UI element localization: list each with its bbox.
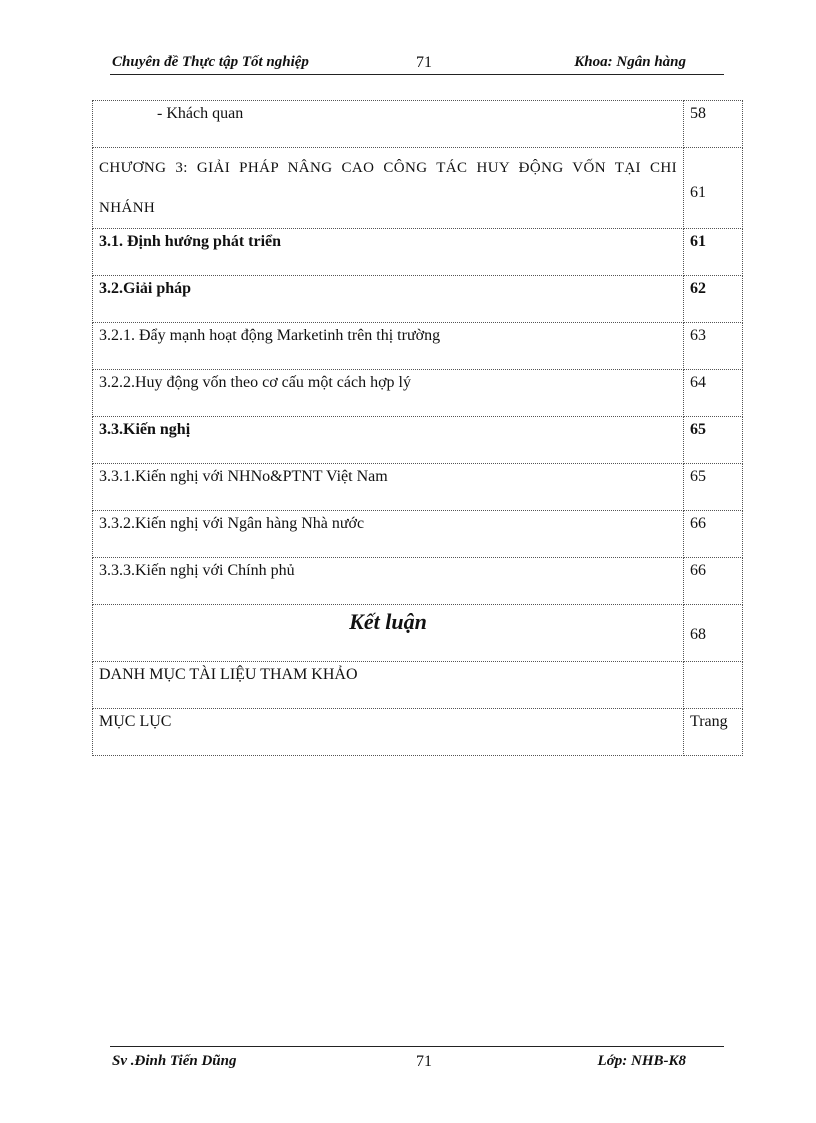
toc-entry-label: - Khách quan	[93, 101, 684, 148]
toc-row	[93, 662, 743, 709]
toc-entry-label: 3.3.1.Kiến nghị với NHNo&PTNT Việt Nam	[93, 464, 684, 511]
toc-entry-page: 61	[684, 229, 743, 276]
toc-chapter-label: CHƯƠNG 3: GIẢI PHÁP NÂNG CAO CÔNG TÁC HUY ĐỘNG VỐN TẠI CHI NHÁNH	[93, 148, 684, 229]
toc-entry-page: 62	[684, 276, 743, 323]
toc-entry-label: 3.3.2.Kiến nghị với Ngân hàng Nhà nước	[93, 511, 684, 558]
toc-entry-label: 3.2.1. Đẩy mạnh hoạt động Marketinh trên thị trường	[93, 323, 684, 370]
toc-entry-page: 66	[684, 558, 743, 605]
toc-entry-page: 64	[684, 370, 743, 417]
toc-section-label: 3.3.Kiến nghị	[93, 417, 684, 464]
toc-row	[93, 101, 743, 148]
footer-class: Lớp: NHB-K8	[597, 1053, 686, 1069]
header-faculty: Khoa: Ngân hàng	[574, 54, 686, 70]
toc-entry-page: 68	[684, 605, 743, 662]
toc-row	[93, 276, 743, 323]
footer-page-number: 71	[416, 1053, 432, 1070]
toc-entry-page: 63	[684, 323, 743, 370]
toc-conclusion-label: Kết luận	[93, 605, 684, 662]
toc-row	[93, 558, 743, 605]
page-footer	[110, 1046, 724, 1071]
toc-entry-label: 3.2.2.Huy động vốn theo cơ cấu một cách hợp lý	[93, 370, 684, 417]
toc-entry-label: DANH MỤC TÀI LIỆU THAM KHẢO	[93, 662, 684, 709]
footer-student-name: Sv .Đinh Tiến Dũng	[112, 1053, 237, 1069]
toc-row	[93, 417, 743, 464]
table-of-contents	[92, 100, 743, 756]
toc-entry-page: Trang	[684, 709, 743, 756]
toc-row	[93, 323, 743, 370]
toc-row	[93, 605, 743, 662]
page-header	[110, 52, 724, 75]
toc-section-label: 3.2.Giải pháp	[93, 276, 684, 323]
header-doc-title: Chuyên đề Thực tập Tốt nghiệp	[112, 54, 309, 70]
header-page-number: 71	[416, 54, 432, 71]
toc-entry-label: MỤC LỤC	[93, 709, 684, 756]
toc-entry-page: 65	[684, 464, 743, 511]
toc-row	[93, 229, 743, 276]
toc-entry-page: 65	[684, 417, 743, 464]
toc-row	[93, 511, 743, 558]
toc-entry-page: 58	[684, 101, 743, 148]
toc-row	[93, 370, 743, 417]
toc-row	[93, 464, 743, 511]
toc-entry-page: 66	[684, 511, 743, 558]
toc-entry-page: 61	[684, 148, 743, 229]
toc-row	[93, 709, 743, 756]
toc-section-label: 3.1. Định hướng phát triển	[93, 229, 684, 276]
toc-entry-page	[684, 662, 743, 709]
toc-entry-label: 3.3.3.Kiến nghị với Chính phủ	[93, 558, 684, 605]
toc-row	[93, 148, 743, 229]
